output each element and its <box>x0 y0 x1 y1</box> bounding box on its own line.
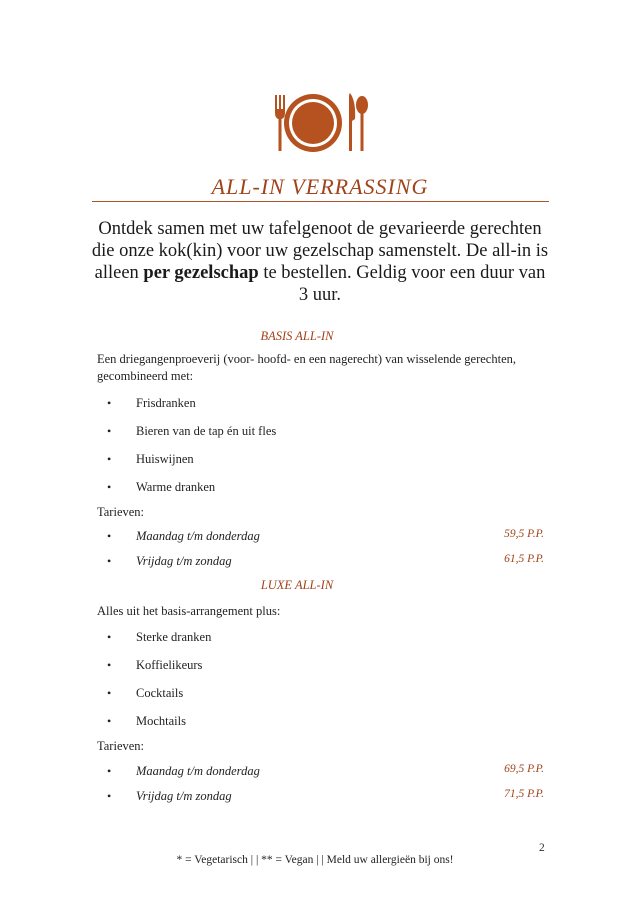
intro-text-bold: per gezelschap <box>143 263 259 283</box>
basis-item: Warme dranken <box>136 480 216 494</box>
bullet: • <box>107 764 112 778</box>
bullet: • <box>107 714 112 728</box>
page-title: ALL-IN VERRASSING <box>211 174 429 199</box>
basis-rate-price: 61,5 P.P. <box>504 553 544 565</box>
bullet: • <box>107 686 112 700</box>
luxe-section-title: LUXE ALL-IN <box>260 578 334 592</box>
bullet: • <box>107 396 112 410</box>
luxe-item: Mochtails <box>136 714 186 728</box>
plate-cutlery-logo <box>272 91 370 155</box>
bullet: • <box>107 658 112 672</box>
bullet: • <box>107 480 112 494</box>
bullet: • <box>107 529 112 543</box>
basis-item: Bieren van de tap én uit fles <box>136 424 277 438</box>
luxe-rate-price: 71,5 P.P. <box>504 788 544 800</box>
plate-with-fork-knife-spoon-icon <box>272 91 370 155</box>
basis-description: Een driegangenproeverij (voor- hoofd- en een nagerecht) van wisselende gerechten, gecombineerd met: <box>97 352 517 383</box>
bullet: • <box>107 452 112 466</box>
luxe-item: Sterke dranken <box>136 630 212 644</box>
basis-item: Huiswijnen <box>136 452 194 466</box>
luxe-rate-price: 69,5 P.P. <box>504 763 544 775</box>
bullet: • <box>107 789 112 803</box>
luxe-rate-label: Maandag t/m donderdag <box>136 764 260 778</box>
bullet: • <box>107 630 112 644</box>
basis-item: Frisdranken <box>136 396 196 410</box>
basis-rate-price: 59,5 P.P. <box>504 528 544 540</box>
basis-rates-label: Tarieven: <box>97 505 145 519</box>
luxe-item: Koffielikeurs <box>136 658 203 672</box>
luxe-rate-label: Vrijdag t/m zondag <box>136 789 232 803</box>
basis-rate-label: Vrijdag t/m zondag <box>136 554 232 568</box>
bullet: • <box>107 424 112 438</box>
title-divider <box>92 201 549 202</box>
basis-section-title: BASIS ALL-IN <box>260 329 334 343</box>
luxe-rates-label: Tarieven: <box>97 739 145 753</box>
footer-note: * = Vegetarisch | | ** = Vegan | | Meld uw allergieën bij ons! <box>176 854 454 866</box>
page-number: 2 <box>539 842 545 854</box>
intro-text-part1: Ontdek samen met uw tafelgenoot de gevarieerde gerechten die onze kok(kin) voor uw gezelschap samenstelt. De all-in is alleen <box>91 219 549 283</box>
luxe-description: Alles uit het basis-arrangement plus: <box>97 604 281 618</box>
luxe-item: Cocktails <box>136 686 184 700</box>
bullet: • <box>107 554 112 568</box>
basis-rate-label: Maandag t/m donderdag <box>136 529 260 543</box>
intro-text-part2: te bestellen. Geldig voor een duur van 3 uur. <box>258 263 546 305</box>
intro-paragraph <box>90 218 550 306</box>
